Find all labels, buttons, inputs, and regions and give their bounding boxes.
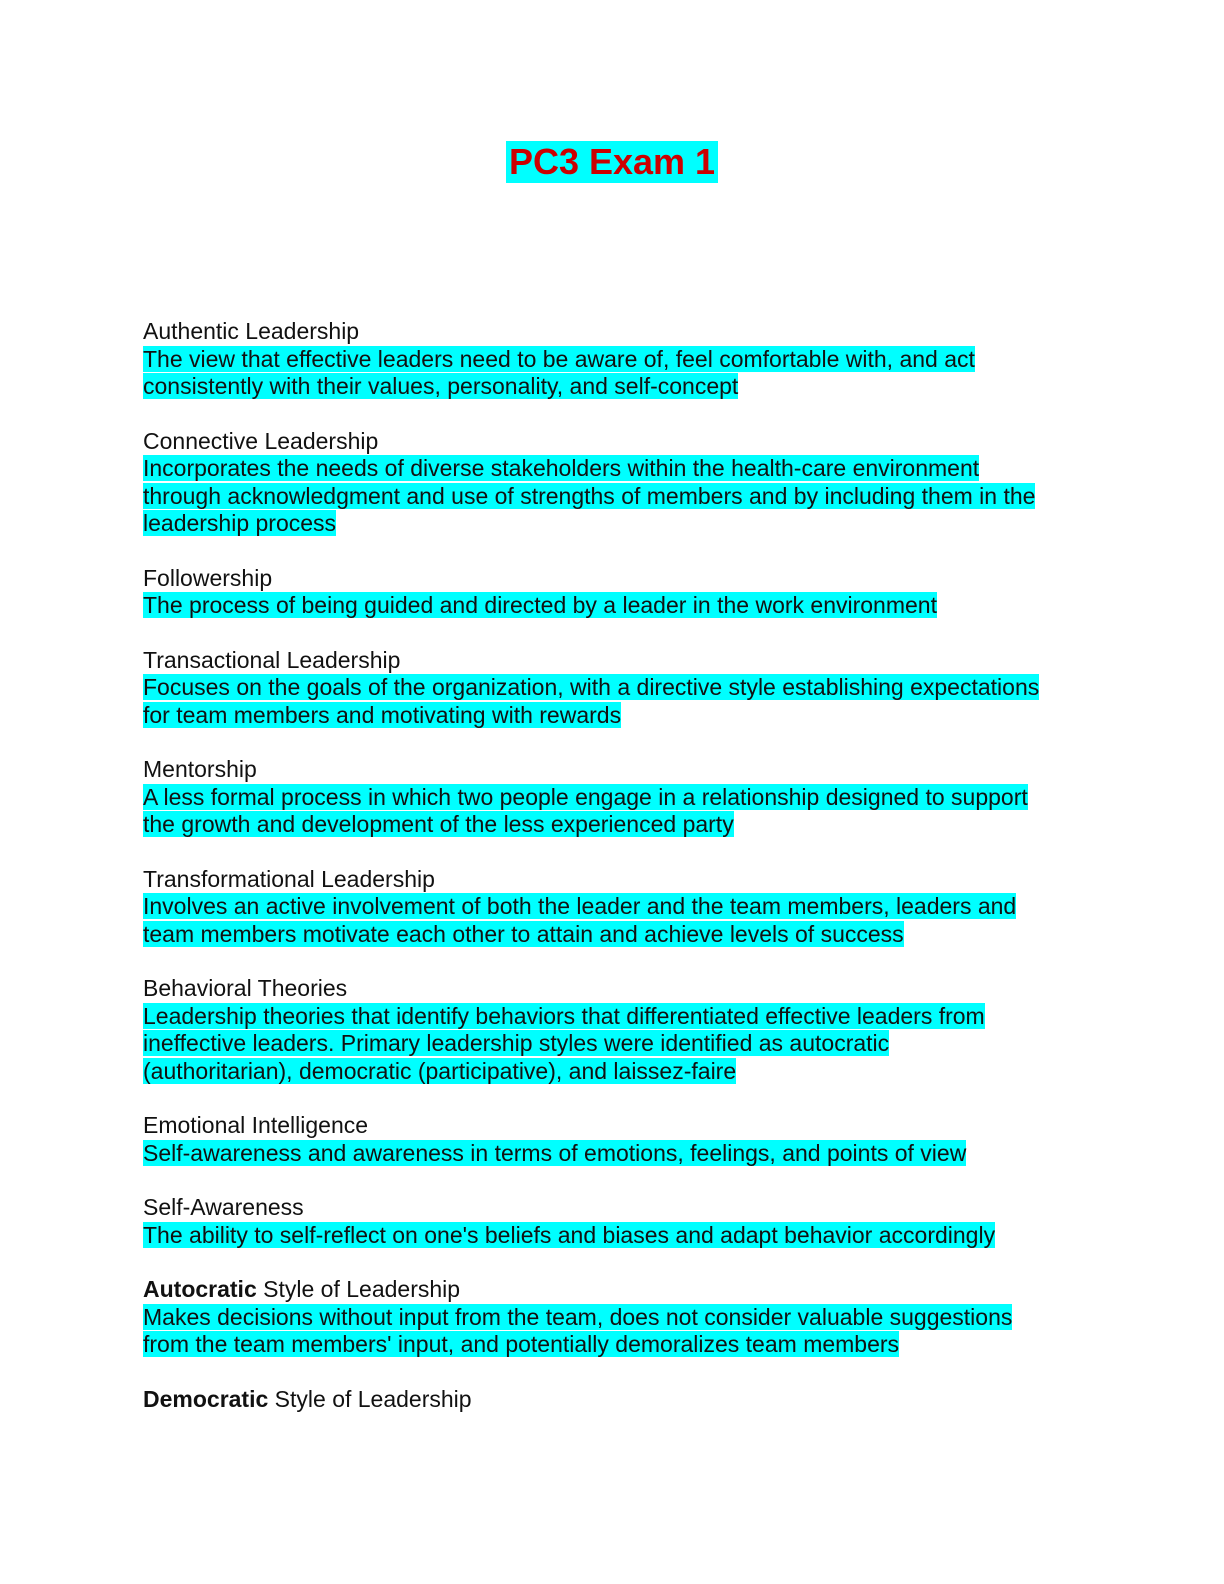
glossary-entry [143,1276,1083,1359]
definition-line: The process of being guided and directed by a leader in the work environment [143,592,937,618]
glossary-term: Mentorship [143,756,257,782]
glossary-entry [143,428,1083,538]
glossary-definition [143,1304,1083,1359]
definition-line: ineffective leaders. Primary leadership styles were identified as autocratic [143,1030,890,1056]
glossary-term [143,1276,1083,1304]
definition-line: (authoritarian), democratic (participative), and laissez-faire [143,1057,737,1084]
definition-line: from the team members' input, and potentially demoralizes team members [143,1331,900,1357]
glossary-definition [143,893,1083,948]
page-title: PC3 Exam 1 [506,141,718,183]
definition-line: A less formal process in which two people engage in a relationship designed to support [143,783,1028,810]
glossary-term: Transactional Leadership [143,646,401,673]
definition-line: Focuses on the goals of the organization, with a directive style establishing expectations [143,674,1040,700]
definition-line: Involves an active involvement of both the leader and the team members, leaders and [143,893,1017,919]
glossary-definition [143,1140,1083,1168]
glossary-term-bold: Democratic [143,1385,269,1412]
glossary-definition [143,346,1083,401]
glossary-definition [143,1003,1083,1086]
glossary-term: Connective Leadership [143,427,379,454]
definition-line: Self-awareness and awareness in terms of emotions, feelings, and points of view [143,1139,967,1166]
glossary-term: Authentic Leadership [143,318,360,344]
glossary-entry [143,975,1083,1085]
glossary-definition [143,784,1083,839]
definition-line: leadership process [143,510,337,536]
title-container [0,141,1224,183]
glossary-entry [143,1386,1083,1414]
glossary-entry [143,756,1083,839]
glossary-definition [143,674,1083,729]
definition-line: the growth and development of the less experienced party [143,811,734,837]
glossary-entry [143,1112,1083,1167]
glossary-term: Transformational Leadership [143,865,435,892]
definition-line: The view that effective leaders need to be aware of, feel comfortable with, and act [143,345,975,372]
definition-line: Leadership theories that identify behaviors that differentiated effective leaders from [143,1002,985,1029]
glossary-definition [143,592,1083,620]
definition-line: consistently with their values, personality, and self-concept [143,373,739,399]
glossary-definition [143,1222,1083,1250]
glossary-entry [143,866,1083,949]
glossary-entry [143,1194,1083,1249]
glossary-term: Followership [143,564,273,591]
definition-line: for team members and motivating with rewards [143,701,622,728]
glossary-term-rest: Style of Leadership [256,1276,461,1302]
glossary-term-bold: Autocratic [143,1276,257,1302]
glossary-term: Emotional Intelligence [143,1112,369,1138]
glossary-definition [143,455,1083,538]
definition-line: team members motivate each other to attain and achieve levels of success [143,920,904,947]
glossary-term: Self-Awareness [143,1194,304,1220]
definition-line: Makes decisions without input from the team, does not consider valuable suggestions [143,1303,1013,1330]
glossary-list [143,318,1083,1440]
definition-line: through acknowledgment and use of strengths of members and by including them in the [143,482,1036,509]
glossary-entry [143,318,1083,401]
glossary-entry [143,647,1083,730]
glossary-term [143,1386,1083,1414]
glossary-entry [143,565,1083,620]
definition-line: Incorporates the needs of diverse stakeholders within the health-care environment [143,455,980,481]
definition-line: The ability to self-reflect on one's beliefs and biases and adapt behavior accordingly [143,1221,996,1248]
glossary-term-rest: Style of Leadership [268,1385,472,1412]
glossary-term: Behavioral Theories [143,975,348,1001]
